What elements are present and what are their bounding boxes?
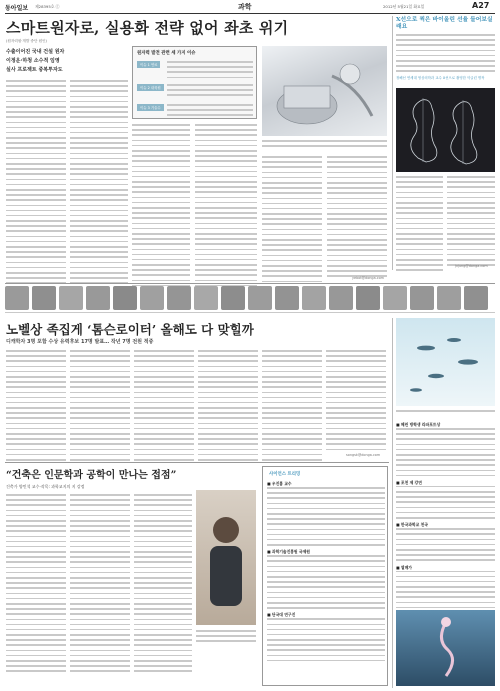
portrait xyxy=(437,286,461,310)
news-brief-item-title: ■ 우진흠 교수 xyxy=(267,481,292,486)
story3-body-col3 xyxy=(134,494,192,676)
issue-box-title: 원자력 발전 관련 세 가지 이슈 xyxy=(137,51,196,56)
deep-sea-illustration xyxy=(396,610,495,686)
story1-body-col5 xyxy=(262,156,322,286)
story1-body-col2 xyxy=(70,80,128,288)
issue-number: 제28395호 ⓒ xyxy=(35,4,60,9)
story3-deck: 건축가 양민석 교수·작목: 과학교지의 지 강정 xyxy=(6,484,85,489)
portrait xyxy=(221,286,245,310)
sidebar-caption xyxy=(396,410,495,415)
portrait xyxy=(410,286,434,310)
masthead xyxy=(0,0,500,14)
portrait xyxy=(140,286,164,310)
brief-title: ■ 열매가 xyxy=(396,564,412,570)
architect-photo xyxy=(196,490,256,625)
portrait xyxy=(464,286,488,310)
brief-title: ■ 혜린 방학생 라파포트상 xyxy=(396,422,441,427)
story2-deck: 디캐학자 3명 포함 수상 유력후보 17명 발표… 작년 7명 전원 적중 xyxy=(6,339,154,345)
portrait xyxy=(275,286,299,310)
laureate-portraits xyxy=(5,286,495,316)
deck-line: 실사 프로젝트 중복투자도 xyxy=(6,67,63,73)
section-name: 과학 xyxy=(238,3,252,11)
story2-body-col6 xyxy=(326,350,386,454)
story1-body-col4 xyxy=(195,124,257,290)
portrait xyxy=(59,286,83,310)
story2-headline: 노벨상 족집게 ‘톰슨로이터’ 올해도 다 맞힐까 xyxy=(6,322,254,337)
reactor-caption xyxy=(262,140,387,150)
portrait xyxy=(329,286,353,310)
news-brief-item-title: ■ 과학기술진흥원 국제원 xyxy=(267,549,310,555)
story2-credit: songsk@donga.com xyxy=(346,453,381,457)
portrait xyxy=(194,286,218,310)
right-intro xyxy=(396,34,495,76)
portrait xyxy=(248,286,272,310)
sea-creature-illustration xyxy=(396,318,495,406)
story1-body-col3 xyxy=(132,124,190,290)
masthead-rule xyxy=(5,13,495,14)
deck-line: 수출이어진 국내 건설 원자 xyxy=(6,49,65,55)
right-headline: X선으로 찍은 바이올린 선율 들어보실래요 xyxy=(396,17,493,30)
sidebar-briefs xyxy=(396,420,495,612)
portrait xyxy=(167,286,191,310)
portrait xyxy=(302,286,326,310)
story2-body-col1 xyxy=(6,350,66,464)
page-number: A27 xyxy=(472,1,490,10)
portrait xyxy=(383,286,407,310)
architect-portrait xyxy=(196,490,256,625)
story2-body-col2 xyxy=(70,350,130,464)
portrait xyxy=(32,286,56,310)
story2-body-col3 xyxy=(134,350,194,464)
story1-headline: 스마트원자로, 실용화 전략 없어 좌초 위기 xyxy=(6,19,289,37)
right-body-col2 xyxy=(447,176,495,269)
violin-xray-photo xyxy=(396,88,495,172)
portrait xyxy=(113,286,137,310)
issue-tag: 이슈 3 기술수 xyxy=(137,104,164,111)
right-caption-head: 정해선 연세대 영상의학과 교수 X선으로 촬영한 악클린 명작 xyxy=(396,76,485,80)
deck-line: 이정운·하청 소수적 임영 xyxy=(6,58,60,64)
issue-tag: 이슈 1 연료 xyxy=(137,61,160,68)
portrait xyxy=(86,286,110,310)
story2-body-col5 xyxy=(262,350,322,464)
news-brief-item-title: ■ 단국대 연구진 xyxy=(267,612,296,618)
story1-body-col1 xyxy=(6,80,66,288)
paper-name: 동아일보 xyxy=(5,5,29,12)
news-brief-box xyxy=(262,466,388,686)
issue-box xyxy=(132,46,257,119)
portrait xyxy=(356,286,380,310)
story3-headline: “건축은 인문학과 공학이 만나는 접점” xyxy=(6,470,177,481)
portrait xyxy=(5,286,29,310)
story1-deck xyxy=(6,48,106,75)
story3-body-col2 xyxy=(70,494,130,676)
news-brief-header: 사이언스 트리밍 xyxy=(269,472,301,477)
story1-byline: (원자력원·개발 중단 원인) xyxy=(6,39,47,43)
brief-title: ■ 포천 제 강연 xyxy=(396,479,422,485)
story1-body-col6 xyxy=(327,156,387,281)
right-body-col1 xyxy=(396,176,443,275)
sea-creature-photo xyxy=(396,318,495,406)
brief-title: ■ 한국과학교 천국 xyxy=(396,522,428,528)
issue-tag: 이슈 2 내륙원 xyxy=(137,84,164,91)
reactor-photo xyxy=(262,46,387,136)
reactor-illustration xyxy=(262,46,387,136)
story1-credit: yebot@donga.com xyxy=(352,276,384,280)
date-line: 2012년 5월21일 화요일 xyxy=(383,4,425,9)
deep-sea-photo xyxy=(396,610,495,686)
right-credit: jvjung@donga.com xyxy=(455,264,488,268)
story3-body-col1 xyxy=(6,494,66,676)
violin-xray-illustration xyxy=(396,88,495,172)
story2-body-col4 xyxy=(198,350,258,464)
architect-caption xyxy=(196,630,256,646)
